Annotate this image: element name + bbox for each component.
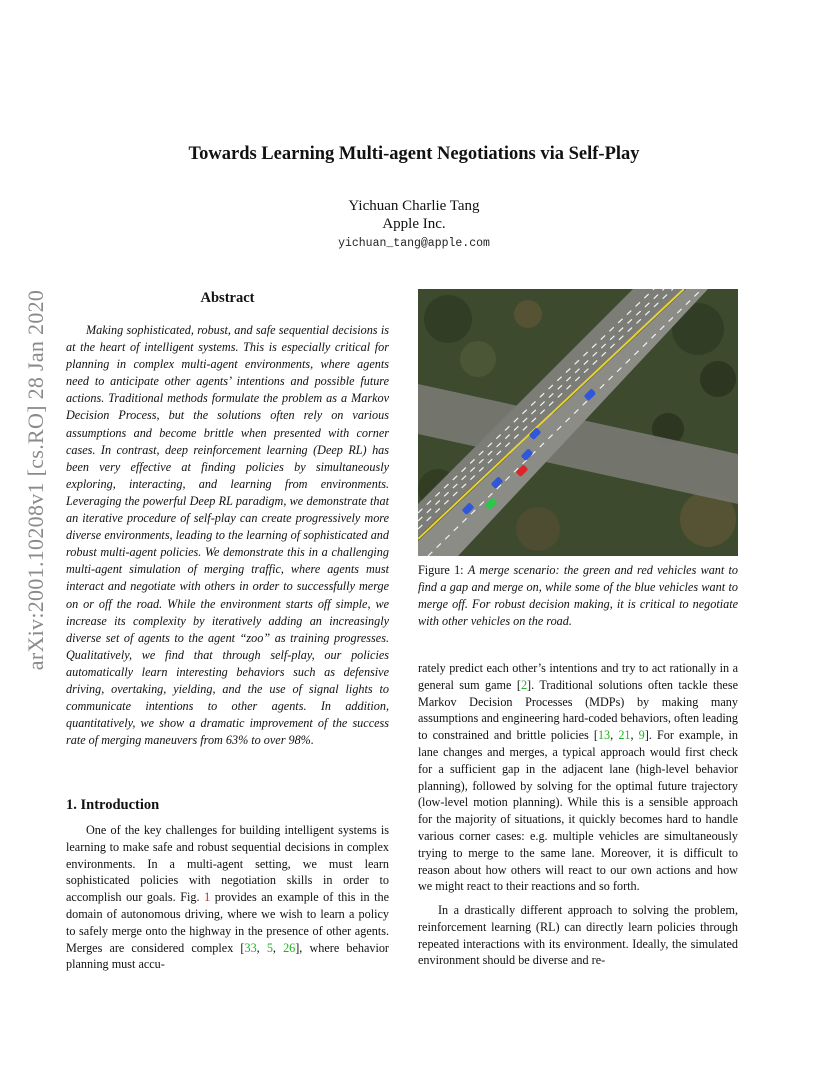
intro-text-b: provides an example of this in the domain of autonomous driving, where we wish to learn a policy to safely merge onto the highway in the presence of other agents. Merges are considered complex [ (66, 890, 389, 955)
figure-caption-text: A merge scenario: the green and red vehicles want to find a gap and merge on, while some of the blue vehicles want to merge off. For robust decision making, it is critical to negotiate with other vehicles on the road. (418, 563, 738, 629)
intro-text-a: One of the key challenges for building intelligent systems is learning to make safe and robust sequential decisions in complex environments. In a multi-agent setting, we must learn sophisticated policies with negotiation skills in order to accomplish our goals. Fig. (66, 823, 389, 905)
citation-link[interactable]: 26 (283, 940, 296, 955)
abstract-text: Making sophisticated, robust, and safe sequential decisions is at the heart of intelligent systems. This is especially critical for planning in complex multi-agent environments, where agents need to anticipate other agents’ intentions and possible future actions. Traditional methods formulate the problem as a Markov Decision Process, but the solutions often rely on various assumptions and become brittle when presented with corner cases. In contrast, deep reinforcement learning (Deep RL) has been very effective at finding policies by simultaneously exploring, interacting, and learning from environments. Leveraging the powerful Deep RL paradigm, we demonstrate that an iterative procedure of self-play can create progressively more diverse environments, leading to the learning of sophisticated and robust multi-agent policies. We demonstrate this in a challenging multi-agent simulation of merging traffic, where agents must interact and negotiate with others in order to successfully merge on or off the road. While the environment starts off simple, we increase its complexity by iteratively adding an increasingly diverse set of agents to the agent “zoo” as training progresses. Qualitatively, we find that through self-play, our policies automatically learn interesting behaviors such as defensive driving, overtaking, yielding, and the use of signal lights to communicate intentions to other agents. In addition, quantitatively, we show a dramatic improvement of the success rate of merging maneuvers from 63% to over 98%. (66, 323, 389, 748)
introduction-paragraph-2: In a drastically different approach to solving the problem, reinforcement learning (RL) can directly learn policies through repeated interactions with its environment. Ideally, the simulated environment should be diverse and re- (418, 903, 738, 968)
paper-title: Towards Learning Multi-agent Negotiations via Self-Play (188, 144, 640, 164)
citation-link[interactable]: 9 (638, 728, 645, 743)
abstract-heading: Abstract (200, 290, 255, 306)
introduction-paragraph-1-continued (418, 660, 738, 895)
citation-link[interactable]: 5 (266, 940, 273, 955)
arxiv-stamp-text: arXiv:2001.10208v1 [cs.RO] 28 Jan 2020 (23, 289, 48, 671)
citation-link[interactable]: 33 (244, 940, 257, 955)
citation-separator: , (256, 940, 267, 955)
right-text-c: ]. For example, in lane changes and merges, a typical approach would first check for a sufficient gap in the adjacent lane (high-level behavior planning), followed by solving for the optimal future trajectory (low-level motion planning). While this is a sensible approach for the majority of situations, it quickly becomes hard to handle various corner cases: e.g. multiple vehicles are simultaneously trying to merge to the same lane. Moreover, it is difficult to reason about how others will react to our own actions and how we might react to their reactions and so forth. (418, 728, 738, 894)
citation-separator: , (610, 728, 619, 743)
citation-link[interactable]: 21 (618, 728, 631, 743)
merge-scenario-illustration (418, 289, 738, 556)
figure-1-image (418, 289, 738, 556)
introduction-paragraph-1 (66, 822, 389, 973)
citation-separator: , (630, 728, 639, 743)
introduction-heading: 1. Introduction (66, 797, 160, 813)
citation-link[interactable]: 13 (597, 728, 611, 743)
intro-text-c: ], where behavior planning must accu- (66, 940, 389, 972)
author-name: Yichuan Charlie Tang (348, 198, 480, 214)
right-text-b: ]. Traditional solutions often tackle these Markov Decision Processes (MDPs) by making many assumptions and engineering hard-coded behaviors, often leading to constrained and brittle policies [ (418, 677, 738, 743)
author-affiliation: Apple Inc. (382, 216, 446, 232)
right-text-a: rately predict each other’s intentions and try to act rationally in a general sum game [ (418, 661, 738, 692)
figure-label: Figure 1: (418, 563, 464, 577)
author-email[interactable]: yichuan_tang@apple.com (338, 237, 490, 250)
figure-ref-link[interactable]: 1 (204, 890, 211, 905)
figure-1-caption (418, 562, 738, 630)
citation-link[interactable]: 2 (520, 677, 528, 692)
citation-separator: , (272, 940, 284, 955)
